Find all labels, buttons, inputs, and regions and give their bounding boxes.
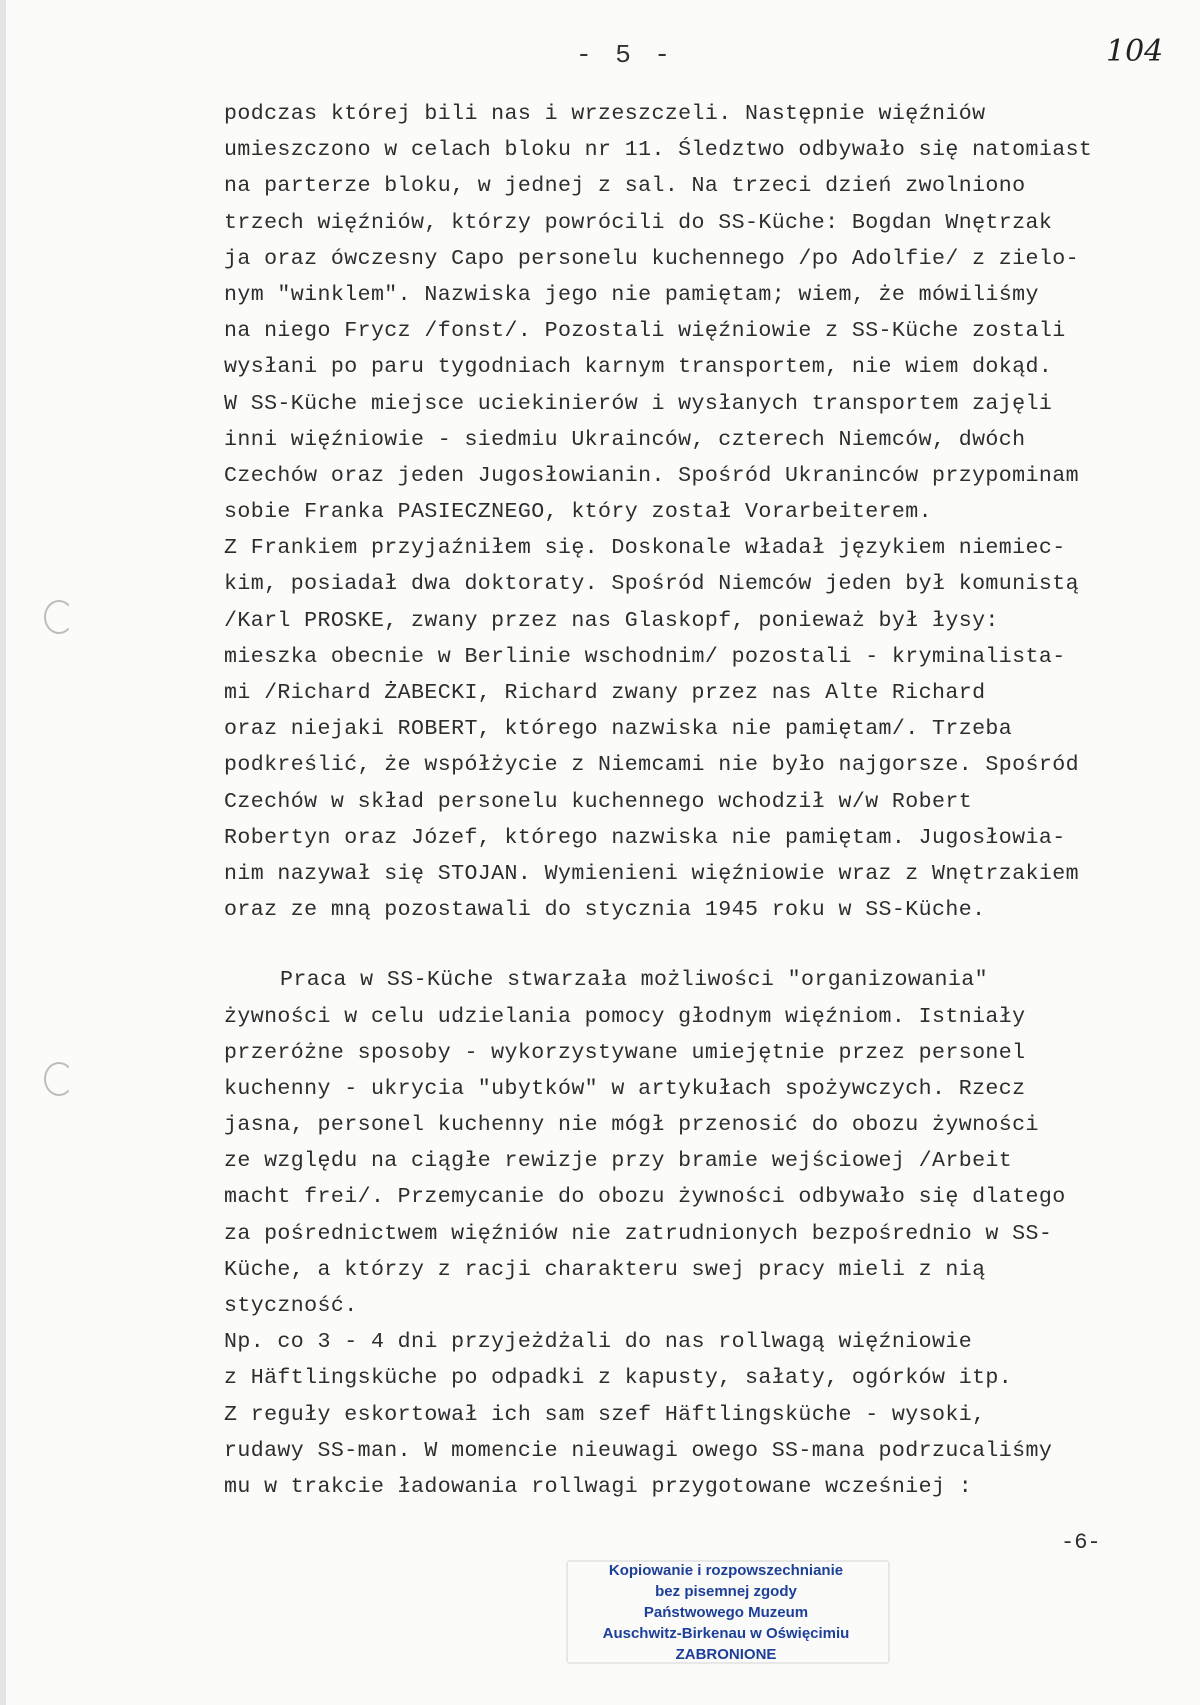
text-line: inni więźniowie - siedmiu Ukrainców, czterech Niemców, dwóch: [224, 427, 1026, 452]
text-line: ja oraz ówczesny Capo personelu kuchennego /po Adolfie/ z zielo-: [224, 246, 1079, 271]
stamp-line: ZABRONIONE: [675, 1646, 777, 1663]
text-line: Czechów oraz jeden Jugosłowianin. Spośród Ukraninców przypominam: [224, 463, 1079, 488]
document-body: [224, 96, 1186, 1505]
text-line: Z Frankiem przyjaźniłem się. Doskonale władał językiem niemiec-: [224, 536, 1066, 561]
punch-hole-mark: [44, 1062, 74, 1096]
text-line: za pośrednictwem więźniów nie zatrudnionych bezpośrednio w SS-: [224, 1221, 1053, 1246]
text-line: nim nazywał się STOJAN. Wymienieni więźniowie wraz z Wnętrzakiem: [224, 861, 1079, 886]
text-line: oraz ze mną pozostawali do stycznia 1945 roku w SS-Küche.: [224, 898, 986, 923]
text-line: Küche, a którzy z racji charakteru swej pracy mieli z nią: [224, 1257, 986, 1282]
stamp-line: Kopiowanie i rozpowszechnianie: [608, 1562, 844, 1579]
text-line: kim, posiadał dwa doktoraty. Spośród Niemców jeden był komunistą: [224, 572, 1079, 597]
copyright-stamp: [576, 1560, 876, 1665]
text-line: Np. co 3 - 4 dni przyjeżdżali do nas rollwagą więźniowie: [224, 1330, 973, 1355]
text-line: mieszka obecnie w Berlinie wschodnim/ pozostali - kryminalista-: [224, 644, 1066, 669]
text-line: ze względu na ciągłe rewizje przy bramie wejściowej /Arbeit: [224, 1149, 1013, 1174]
stamp-line: bez pisemnej zgody: [655, 1583, 797, 1600]
next-page-marker: -6-: [1061, 1530, 1101, 1555]
text-line: żywności w celu udzielania pomocy głodnym więźniom. Istniały: [224, 1004, 1026, 1029]
text-line: /Karl PROSKE, zwany przez nas Glaskopf, ponieważ był łysy:: [224, 608, 999, 633]
text-line: podczas której bili nas i wrzeszczeli. Następnie więźniów: [224, 102, 986, 126]
text-line: oraz niejaki ROBERT, którego nazwiska nie pamiętam/. Trzeba: [224, 717, 1013, 742]
text-line: styczność.: [224, 1294, 358, 1318]
text-line: Z reguły eskortował ich sam szef Häftlingsküche - wysoki,: [224, 1402, 986, 1427]
text-line: przeróżne sposoby - wykorzystywane umiejętnie przez personel: [224, 1040, 1026, 1065]
text-line: rudawy SS-man. W momencie nieuwagi owego SS-mana podrzucaliśmy: [224, 1438, 1053, 1463]
folio-number: 104: [1106, 34, 1164, 69]
text-line: trzech więźniów, którzy powrócili do SS-Küche: Bogdan Wnętrzak: [224, 210, 1053, 235]
text-line: Czechów w skład personelu kuchennego wchodził w/w Robert: [224, 789, 973, 814]
text-line: W SS-Küche miejsce uciekinierów i wysłanych transportem zajęli: [224, 391, 1053, 416]
text-line: mu w trakcie ładowania rollwagi przygotowane wcześniej :: [224, 1474, 973, 1499]
text-line: na parterze bloku, w jednej z sal. Na trzeci dzień zwolniono: [224, 174, 1026, 199]
stamp-line: Państwowego Muzeum: [643, 1604, 809, 1621]
text-line: mi /Richard ŻABECKI, Richard zwany przez nas Alte Richard: [224, 681, 986, 705]
text-line: Robertyn oraz Józef, którego nazwiska nie pamiętam. Jugosłowia-: [224, 825, 1066, 850]
text-line: z Häftlingsküche po odpadki z kapusty, sałaty, ogórków itp.: [224, 1366, 1013, 1391]
text-line: jasna, personel kuchenny nie mógł przenosić do obozu żywności: [224, 1113, 1039, 1138]
text-line: Praca w SS-Küche stwarzała możliwości "organizowania": [280, 968, 988, 993]
text-line: na niego Frycz /fonst/. Pozostali więźniowie z SS-Küche zostali: [224, 319, 1066, 344]
page-number: - 5 -: [576, 40, 675, 70]
text-line: macht frei/. Przemycanie do obozu żywności odbywało się dlatego: [224, 1185, 1066, 1210]
text-line: podkreślić, że współżycie z Niemcami nie było najgorsze. Spośród: [224, 753, 1079, 778]
stamp-line: Auschwitz-Birkenau w Oświęcimiu: [602, 1625, 850, 1642]
text-line: sobie Franka PASIECZNEGO, który został Vorarbeiterem.: [224, 500, 932, 525]
text-line: wysłani po paru tygodniach karnym transportem, nie wiem dokąd.: [224, 355, 1053, 380]
paragraph-gap: [224, 928, 1186, 962]
text-line: kuchenny - ukrycia "ubytków" w artykułach spożywczych. Rzecz: [224, 1076, 1026, 1101]
punch-hole-mark: [44, 600, 74, 634]
text-line: umieszczono w celach bloku nr 11. Śledztwo odbywało się natomiast: [224, 138, 1093, 163]
text-line: nym "winklem". Nazwiska jego nie pamiętam; wiem, że mówiliśmy: [224, 282, 1039, 307]
